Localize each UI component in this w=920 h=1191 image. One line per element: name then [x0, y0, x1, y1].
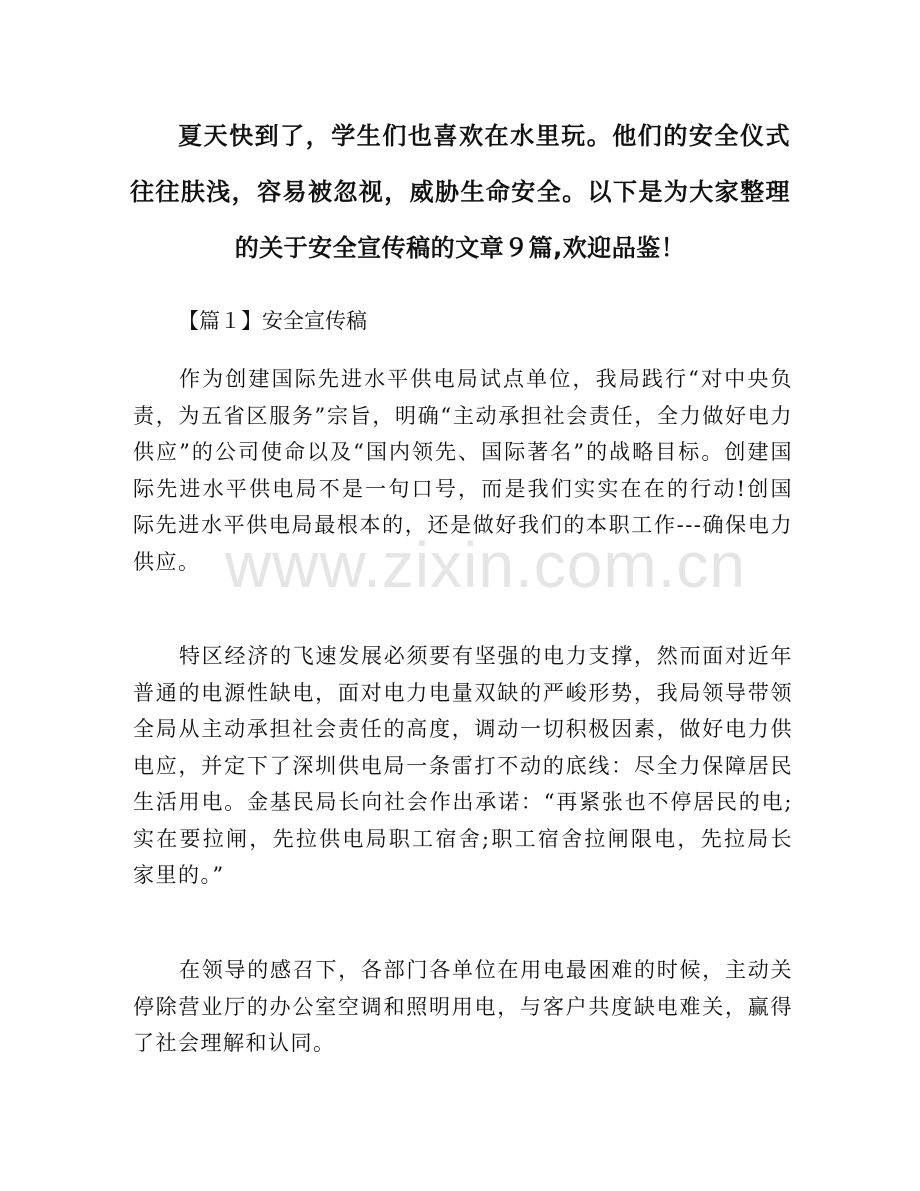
intro-paragraph: 夏天快到了，学生们也喜欢在水里玩。他们的安全仪式往往肤浅，容易被忽视，威胁生命安全。以下是为大家整理的关于安全宣传稿的文章９篇,欢迎品鉴！ — [130, 122, 790, 262]
section-heading: 【篇１】安全宣传稿 — [178, 309, 367, 333]
body-paragraph-2: 特区经济的飞速发展必须要有坚强的电力支撑，然而面对近年普通的电源性缺电，面对电力电量双缺的严峻形势，我局领导带领全局从主动承担社会责任的高度，调动一切积极因素，做好电力供电应，并定下了深圳供电局一条雷打不动的底线：尽全力保障居民生活用电。金基民局长向社会作出承诺：“再紧张也不停居民的电;实在要拉闸，先拉供电局职工宿舍;职工宿舍拉闸限电，先拉局长家里的。” — [133, 644, 793, 887]
watermark: www.zixin.com.cn — [225, 529, 746, 601]
body-paragraph-3: 在领导的感召下，各部门各单位在用电最困难的时候，主动关停除营业厅的办公室空调和照明用电，与客户共度缺电难关，赢得了社会理解和认同。 — [133, 958, 793, 1055]
body-paragraph-1: 作为创建国际先进水平供电局试点单位，我局践行“对中央负责，为五省区服务”宗旨，明确“主动承担社会责任，全力做好电力供应”的公司使命以及“国内领先、国际著名”的战略目标。创建国际先进水平供电局不是一句口号，而是我们实实在在的行动!创国际先进水平供电局最根本的，还是做好我们的本职工作---确保电力供应。 — [133, 367, 793, 574]
